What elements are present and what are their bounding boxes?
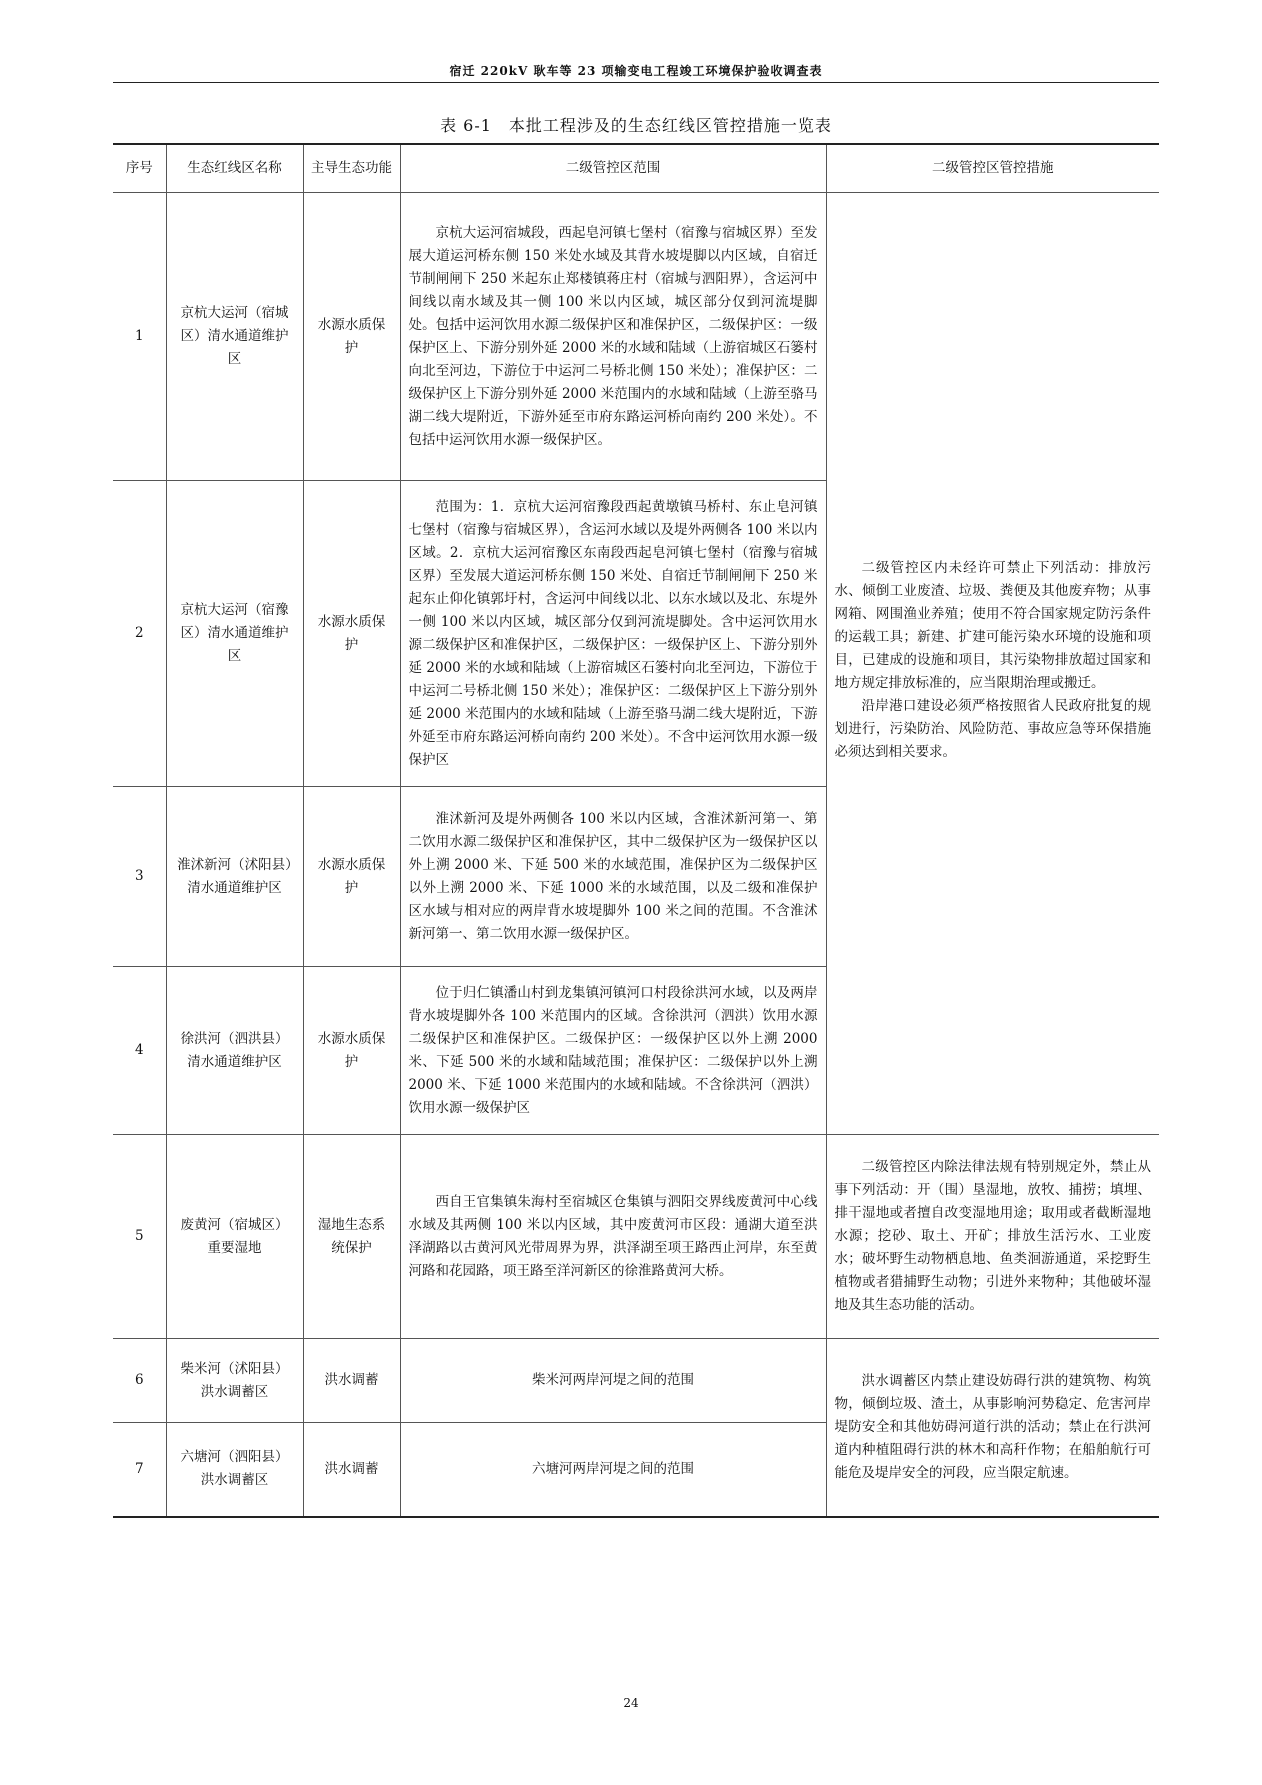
col-header-scope: 二级管控区范围: [400, 144, 826, 193]
col-header-function: 主导生态功能: [303, 144, 400, 193]
control-scope: 位于归仁镇潘山村到龙集镇河镇河口村段徐洪河水域，以及两岸背水坡堤脚外各 100 米范围内的区域。含徐洪河（泗洪）饮用水源二级保护区和准保护区。二级保护区：一级保护区以外上溯 2000 米、下延 500 米的水域和陆域范围；准保护区：二级保护以外上溯 2000 米、下延 1000 米范围内的水域和陆域。不含徐洪河（泗洪）饮用水源一级保护区: [400, 967, 826, 1135]
main-function: 水源水质保护: [303, 967, 400, 1135]
main-function: 湿地生态系统保护: [303, 1135, 400, 1339]
control-scope: 京杭大运河宿城段，西起皂河镇七堡村（宿豫与宿城区界）至发展大道运河桥东侧 150 米处水域及其背水坡堤脚以内区域，自宿迁节制闸闸下 250 米起东止郑楼镇蒋庄村（宿城与泗阳界），含运河中间线以南水域及其一侧 100 米以内区域，城区部分仅到河流堤脚处。包括中运河饮用水源二级保护区和准保护区，二级保护区：一级保护区上、下游分别外延 2000 米的水域和陆域（上游宿城区石篓村向北至河边，下游位于中运河二号桥北侧 150 米处）；准保护区：二级保护区上下游分别外延 2000 米范围内的水域和陆域（上游至骆马湖二线大堤附近，下游外延至市府东路运河桥向南约 200 米处）。不包括中运河饮用水源一级保护区。: [400, 193, 826, 481]
header-rule: [113, 82, 1159, 83]
measures-paragraph: 二级管控区内未经许可禁止下列活动：排放污水、倾倒工业废渣、垃圾、粪便及其他废弃物；从事网箱、网围渔业养殖；使用不符合国家规定防污条件的运载工具；新建、扩建可能污染水环境的设施和项目，已建成的设施和项目，其污染物排放超过国家和地方规定排放标准的，应当限期治理或搬迁。: [834, 560, 1151, 691]
row-number: 6: [113, 1339, 166, 1423]
row-number: 5: [113, 1135, 166, 1339]
control-scope: 淮沭新河及堤外两侧各 100 米以内区域，含淮沭新河第一、第二饮用水源二级保护区和准保护区，其中二级保护区为一级保护区以外上溯 2000 米、下延 500 米的水域范围，准保护区为二级保护区以外上溯 2000 米、下延 1000 米的水域范围，以及二级和准保护区水域与相对应的两岸背水坡堤脚外 100 米之间的范围。不含淮沭新河第一、第二饮用水源一级保护区。: [400, 787, 826, 967]
redline-name: 淮沭新河（沭阳县）清水通道维护区: [166, 787, 303, 967]
row-number: 4: [113, 967, 166, 1135]
measures-paragraph: 沿岸港口建设必须严格按照省人民政府批复的规划进行，污染防治、风险防范、事故应急等环保措施必须达到相关要求。: [834, 698, 1151, 760]
flood-control-measures: 洪水调蓄区内禁止建设妨碍行洪的建筑物、构筑物，倾倒垃圾、渣土，从事影响河势稳定、危害河岸堤防安全和其他妨碍河道行洪的活动；禁止在行洪河道内种植阻碍行洪的林木和高秆作物；在船舶航行可能危及堤岸安全的河段，应当限定航速。: [826, 1339, 1159, 1517]
control-scope: 范围为：1．京杭大运河宿豫段西起黄墩镇马桥村、东止皂河镇七堡村（宿豫与宿城区界），含运河水域以及堤外两侧各 100 米以内区域。2．京杭大运河宿豫区东南段西起皂河镇七堡村（宿豫与宿城区界）至发展大道运河桥东侧 150 米处、自宿迁节制闸闸下 250 米起东止仰化镇郭圩村，含运河中间线以北、以东水域以及北、东堤外一侧 100 米以内区域，城区部分仅到河流堤脚处。含中运河饮用水源二级保护区和准保护区，二级保护区：一级保护区上、下游分别外延 2000 米的水域和陆域（上游宿城区石篓村向北至河边，下游位于中运河二号桥北侧 150 米处）；准保护区：二级保护区上下游分别外延 2000 米范围内的水域和陆域（上游至骆马湖二线大堤附近，下游外延至市府东路运河桥向南约 200 米处）。不含中运河饮用水源一级保护区: [400, 481, 826, 787]
table-row: [113, 1339, 1159, 1423]
col-header-measures: 二级管控区管控措施: [826, 144, 1159, 193]
row-number: 3: [113, 787, 166, 967]
table-row: [113, 1135, 1159, 1339]
redline-name: 六塘河（泗阳县）洪水调蓄区: [166, 1423, 303, 1517]
main-function: 水源水质保护: [303, 787, 400, 967]
redline-name: 柴米河（沭阳县）洪水调蓄区: [166, 1339, 303, 1423]
row-number: 7: [113, 1423, 166, 1517]
control-scope: 柴米河两岸河堤之间的范围: [400, 1339, 826, 1423]
redline-name: 徐洪河（泗洪县）清水通道维护区: [166, 967, 303, 1135]
redline-name: 京杭大运河（宿豫区）清水通道维护区: [166, 481, 303, 787]
table-caption: 表 6-1 本批工程涉及的生态红线区管控措施一览表: [440, 116, 832, 135]
main-function: 洪水调蓄: [303, 1339, 400, 1423]
table-row: [113, 193, 1159, 481]
row-number: 2: [113, 481, 166, 787]
main-function: 水源水质保护: [303, 481, 400, 787]
col-header-no: 序号: [113, 144, 166, 193]
control-scope: 六塘河两岸河堤之间的范围: [400, 1423, 826, 1517]
main-function: 洪水调蓄: [303, 1423, 400, 1517]
table-header-row: [113, 144, 1159, 193]
ecological-redline-table: [113, 143, 1159, 1518]
page-number: 24: [623, 1696, 639, 1710]
wetland-control-measures: 二级管控区内除法律法规有特别规定外，禁止从事下列活动：开（围）垦湿地，放牧、捕捞；填埋、排干湿地或者擅自改变湿地用途；取用或者截断湿地水源；挖砂、取土、开矿；排放生活污水、工业废水；破坏野生动物栖息地、鱼类洄游通道，采挖野生植物或者猎捕野生动物；引进外来物种；其他破坏湿地及其生态功能的活动。: [826, 1135, 1159, 1339]
main-function: 水源水质保护: [303, 193, 400, 481]
redline-name: 京杭大运河（宿城区）清水通道维护区: [166, 193, 303, 481]
redline-name: 废黄河（宿城区）重要湿地: [166, 1135, 303, 1339]
water-control-measures: [826, 193, 1159, 1135]
document-header: 宿迁 220kV 耿车等 23 项输变电工程竣工环境保护验收调查表: [449, 64, 823, 78]
row-number: 1: [113, 193, 166, 481]
col-header-name: 生态红线区名称: [166, 144, 303, 193]
control-scope: 西自王官集镇朱海村至宿城区仓集镇与泗阳交界线废黄河中心线水域及其两侧 100 米以内区域，其中废黄河市区段：通湖大道至洪泽湖路以古黄河风光带周界为界，洪泽湖至项王路西止河岸，东至黄河路和花园路，项王路至洋河新区的徐淮路黄河大桥。: [400, 1135, 826, 1339]
